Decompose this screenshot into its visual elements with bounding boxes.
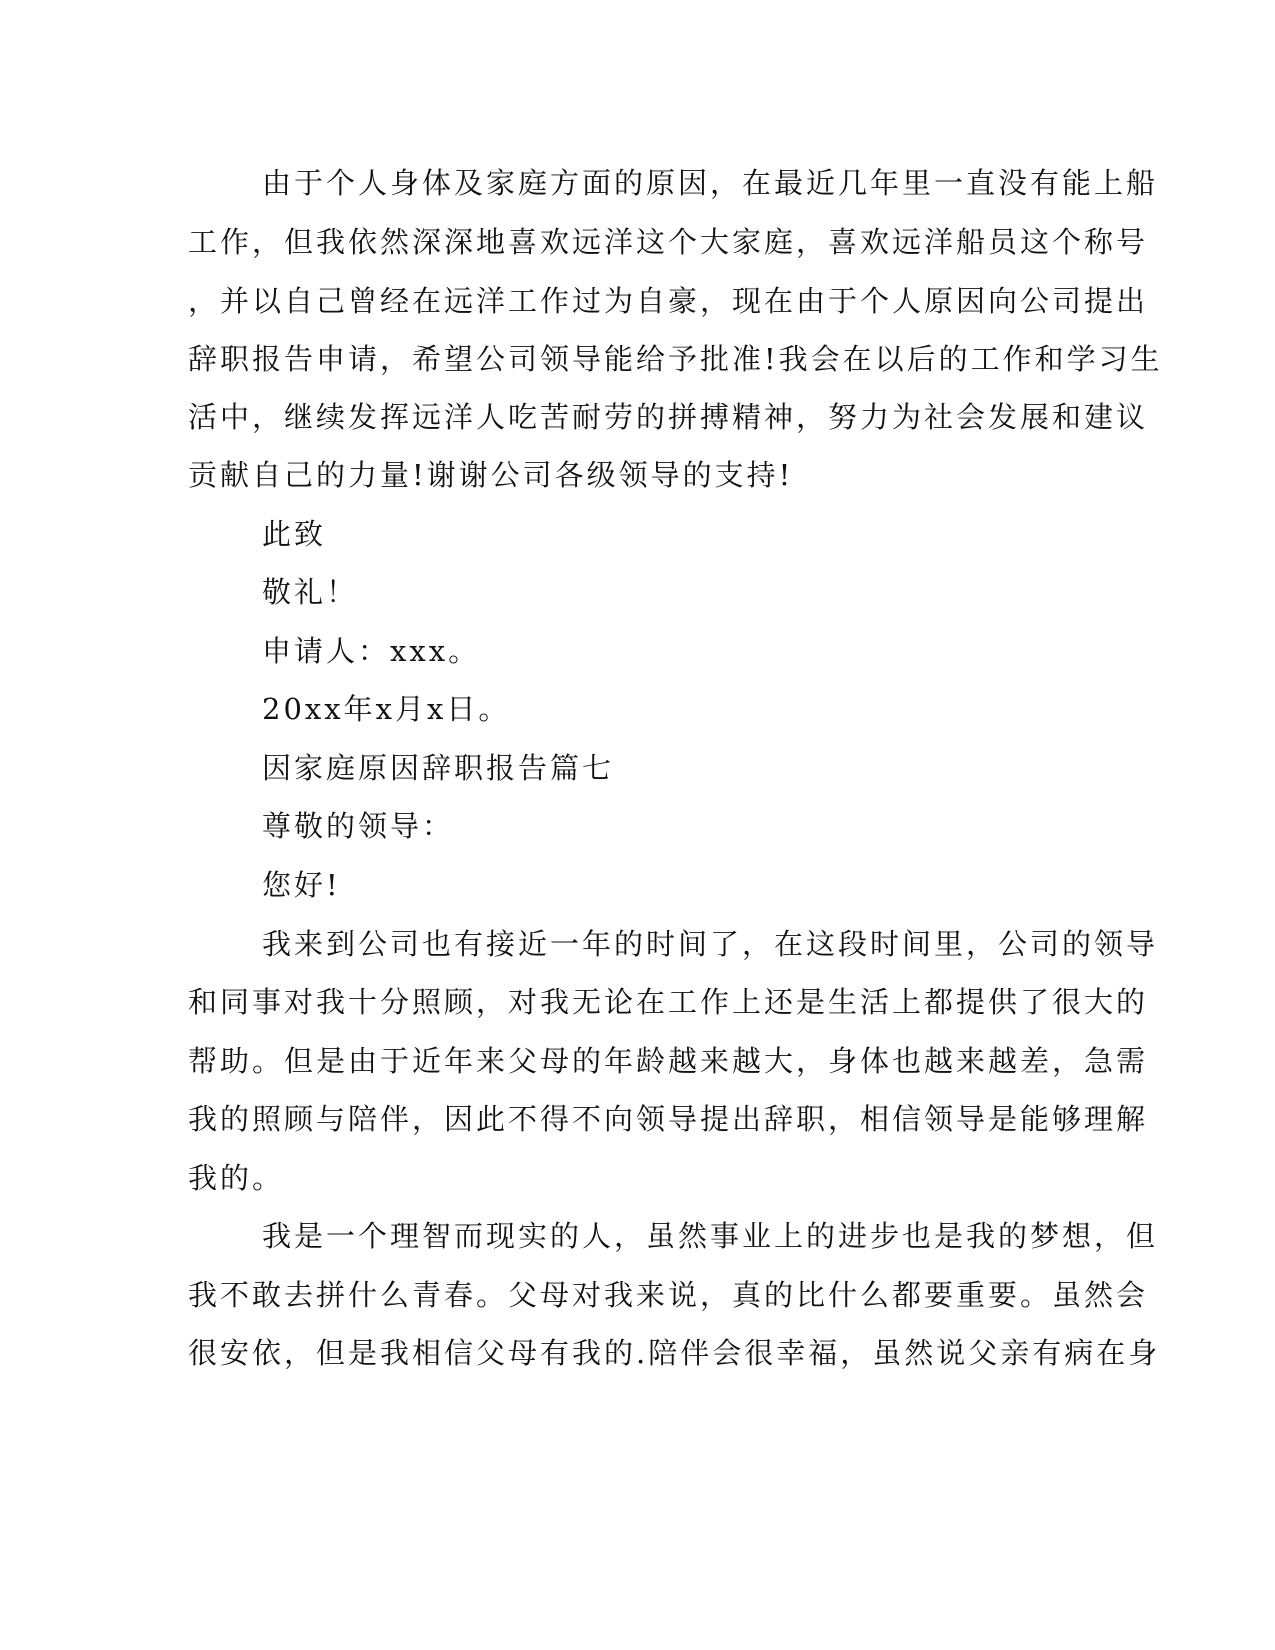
paragraph-line: 辞职报告申请，希望公司领导能给予批准!我会在以后的工作和学习生 [188, 342, 1163, 376]
section-heading: 因家庭原因辞职报告篇七 [262, 751, 615, 785]
greeting: 您好! [262, 868, 341, 902]
paragraph-line: 我来到公司也有接近一年的时间了，在这段时间里，公司的领导 [262, 927, 1159, 961]
paragraph-line: 我是一个理智而现实的人，虽然事业上的进步也是我的梦想，但 [262, 1219, 1159, 1253]
letter-salutation: 尊敬的领导： [262, 809, 455, 843]
paragraph-line: 我的。 [188, 1161, 285, 1195]
paragraph-line: 我的照顾与陪伴，因此不得不向领导提出辞职，相信领导是能够理解 [188, 1102, 1149, 1136]
paragraph-line: 由于个人身体及家庭方面的原因，在最近几年里一直没有能上船 [262, 166, 1159, 200]
closing-regards: 敬礼！ [262, 575, 359, 609]
closing-salutation: 此致 [262, 517, 327, 551]
letter-date: 20xx年x月x日。 [262, 692, 511, 726]
paragraph-line: 和同事对我十分照顾，对我无论在工作上还是生活上都提供了很大的 [188, 985, 1149, 1019]
paragraph-line: 活中，继续发挥远洋人吃苦耐劳的拼搏精神，努力为社会发展和建议 [188, 400, 1149, 434]
paragraph-line: 工作，但我依然深深地喜欢远洋这个大家庭，喜欢远洋船员这个称号 [188, 225, 1149, 259]
paragraph-line: 贡献自己的力量!谢谢公司各级领导的支持! [188, 458, 794, 492]
paragraph-line: 很安依，但是我相信父母有我的.陪伴会很幸福，虽然说父亲有病在身 [188, 1336, 1161, 1370]
paragraph-line: ，并以自己曾经在远洋工作过为自豪，现在由于个人原因向公司提出 [188, 284, 1149, 318]
applicant-name: 申请人：xxx。 [262, 634, 481, 668]
paragraph-line: 帮助。但是由于近年来父母的年龄越来越大，身体也越来越差，急需 [188, 1044, 1149, 1078]
paragraph-line: 我不敢去拼什么青春。父母对我来说，真的比什么都要重要。虽然会 [188, 1278, 1149, 1312]
